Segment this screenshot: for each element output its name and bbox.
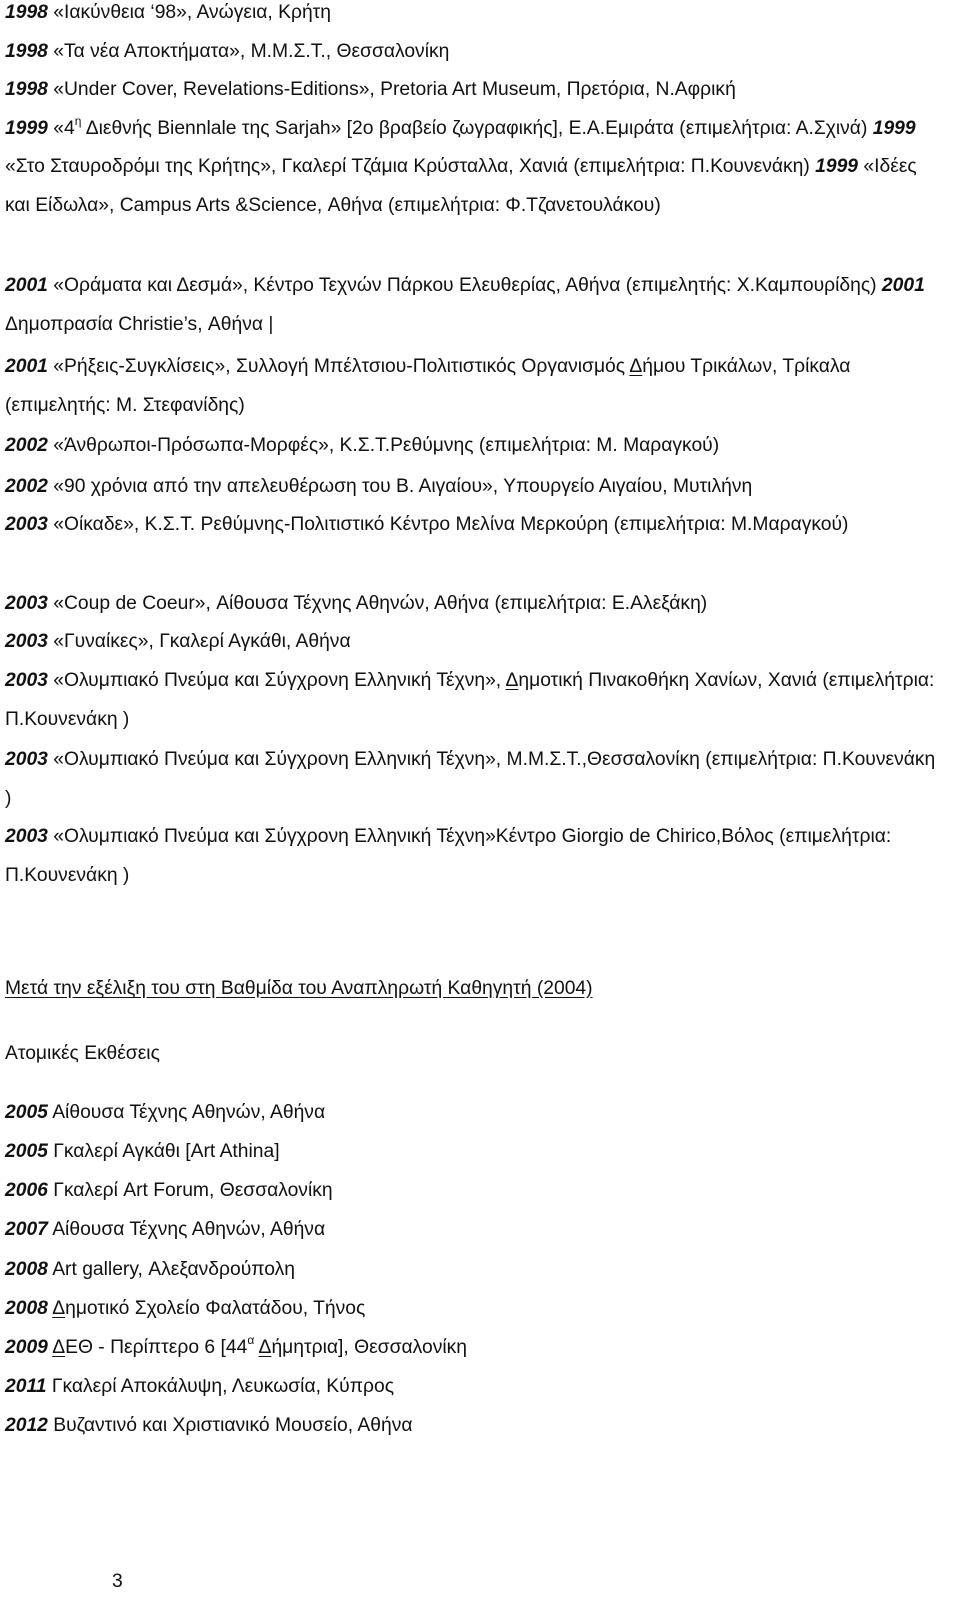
entry-text: ημοτική Πινακοθήκη Χανίων, Χανιά (επιμελήτρια: Π.Κουνενάκη ) [5,670,935,730]
entry-text: Διεθνής Biennlale της Sarjah» [2o βραβείο ζωγραφικής], Ε.Α.Εμιράτα (επιμελήτρια: Α.Σχινά) [81,117,873,139]
year: 1999 [5,117,48,139]
year: 1999 [872,117,916,139]
entry-2001-a [5,267,945,344]
exhibition-list-1998-1999 [5,0,945,226]
year: 2005 [5,1141,48,1162]
entry-2003-a [5,506,945,545]
solo-entry [5,1414,413,1438]
page-number: 3 [112,1571,123,1592]
entry-text: «Τα νέα Αποκτήματα», Μ.Μ.Σ.Τ., Θεσσαλονίκη [53,40,450,62]
entry-text: «Γυναίκες», Γκαλερί Αγκάθι, Αθήνα [53,631,351,652]
entry-text: «Ρήξεις-Συγκλίσεις», Συλλογή Μπέλτσιου-Πολιτιστικός Οργανισμός [53,356,630,377]
underlined-letter: Δ [258,1337,272,1358]
entry-text: «Ιακύνθεια ‘98», Ανώγεια, Κρήτη [53,2,332,23]
year: 2011 [5,1376,47,1397]
year: 2002 [5,435,48,456]
year: 2001 [881,275,925,296]
year: 2001 [5,275,48,296]
solo-entry [5,1218,325,1242]
year: 1998 [5,79,48,101]
year: 2003 [5,514,48,535]
entry-text: Γκαλερί Αποκάλυψη, Λευκωσία, Κύπρος [46,1376,395,1397]
year: 2012 [5,1415,48,1436]
entry-text: «Ολυμπιακό Πνεύμα και Σύγχρονη Ελληνική Τέχνη», Μ.Μ.Σ.Τ.,Θεσσαλονίκη (επιμελήτρια: Π.Κουνενάκη ) [5,749,936,809]
entry-text: Αίθουσα Τέχνης Αθηνών, Αθήνα [47,1102,326,1123]
entry-text: Βυζαντινό και Χριστιανικό Μουσείο, Αθήνα [47,1415,413,1436]
year: 2009 [5,1337,48,1358]
entry-2002-a [5,427,945,466]
entry-text: «Ολυμπιακό Πνεύμα και Σύγχρονη Ελληνική Τέχνη»Κέντρο Giorgio de Chirico,Βόλος (επιμελήτρια: Π.Κουνενάκη ) [5,826,892,886]
entry-text: «Ιδέες και Είδωλα», Campus Arts &Science, Αθήνα (επιμελήτρια: Φ.Τζανετουλάκου) [5,156,917,216]
year: 2006 [5,1180,48,1201]
solo-entry [5,1333,467,1360]
year: 2003 [5,670,48,691]
entry-text: Δημοπρασία Christie’s, Αθήνα | [5,313,274,335]
entry-text: «Οίκαδε», Κ.Σ.Τ. Ρεθύμνης-Πολιτιστικό Κέντρο Μελίνα Μερκούρη (επιμελήτρια: Μ.Μαραγκού) [53,514,849,535]
year: 1998 [5,40,48,62]
year: 2003 [5,749,48,770]
year: 1998 [5,2,48,23]
underlined-letter: Δ [52,1337,66,1358]
year: 2008 [5,1298,48,1319]
underlined-letter: Δ [52,1298,66,1319]
solo-entry [5,1375,394,1399]
solo-entry [5,1297,365,1321]
entry-2002-b [5,468,945,507]
entry-2003-e [5,741,945,818]
entry-2003-b [5,585,945,624]
section-heading: Μετά την εξέλιξη του στη Βαθμίδα του Αναπληρωτή Καθηγητή (2004) [5,978,593,999]
entry-2003-c [5,623,945,662]
year: 2003 [5,826,48,847]
entry-text: ΕΘ - Περίπτερο 6 [44 [65,1337,248,1358]
year: 2003 [5,631,48,652]
entry-2003-f [5,818,945,895]
entry-text: Αίθουσα Τέχνης Αθηνών, Αθήνα [47,1219,326,1240]
year: 2002 [5,476,48,497]
entry-2003-d [5,662,945,739]
entry-text: «Άνθρωποι-Πρόσωπα-Μορφές», Κ.Σ.Τ.Ρεθύμνης (επιμελήτρια: Μ. Μαραγκού) [53,435,720,456]
entry-text: Γκαλερί Art Forum, Θεσσαλονίκη [47,1180,333,1201]
entry-2001-b [5,348,945,425]
entry-text: «4 [53,117,75,139]
superscript: η [74,113,82,128]
solo-entry [5,1101,325,1125]
underlined-letter: Δ [629,356,643,377]
entry-text: «90 χρόνια από την απελευθέρωση του Β. Αιγαίου», Υπουργείο Αιγαίου, Μυτιλήνη [47,476,753,497]
entry-text: ημοτικό Σχολείο Φαλατάδου, Τήνος [65,1298,366,1319]
year: 2003 [5,593,48,614]
entry-text: «Στο Σταυροδρόμι της Κρήτης», Γκαλερί Τζάμια Κρύσταλλα, Χανιά (επιμελήτρια: Π.Κουνενάκη) [5,156,816,178]
year: 2008 [5,1259,48,1280]
entry-text: «Under Cover, Revelations-Editions», Pretoria Art Museum, Πρετόρια, Ν.Αφρική [53,79,736,101]
entry-text: «Ολυμπιακό Πνεύμα και Σύγχρονη Ελληνική Τέχνη», [53,670,506,691]
year: 2007 [5,1219,48,1240]
solo-entry [5,1258,295,1282]
year: 1999 [815,156,859,178]
superscript: α [247,1333,255,1347]
entry-text: Γκαλερί Αγκάθι [Art Athina] [47,1141,280,1162]
solo-entry [5,1140,280,1164]
year: 2001 [5,356,48,377]
entry-text: ήμητρια], Θεσσαλονίκη [271,1337,467,1358]
underlined-letter: Δ [505,670,519,691]
solo-entry [5,1179,333,1203]
year: 2005 [5,1102,48,1123]
entry-text: ήμου Τρικάλων, Τρίκαλα (επιμελητής: Μ. Στεφανίδης) [5,356,851,416]
subheading-solo-exhibitions: Ατομικές Εκθέσεις [5,1043,160,1064]
entry-text: «Coup de Coeur», Αίθουσα Τέχνης Αθηνών, Αθήνα (επιμελήτρια: Ε.Αλεξάκη) [53,593,708,614]
entry-text: «Οράματα και Δεσμά», Κέντρο Τεχνών Πάρκου Ελευθερίας, Αθήνα (επιμελητής: Χ.Καμπουρίδης) [53,275,882,296]
entry-text: Art gallery, Αλεξανδρούπολη [47,1259,295,1280]
